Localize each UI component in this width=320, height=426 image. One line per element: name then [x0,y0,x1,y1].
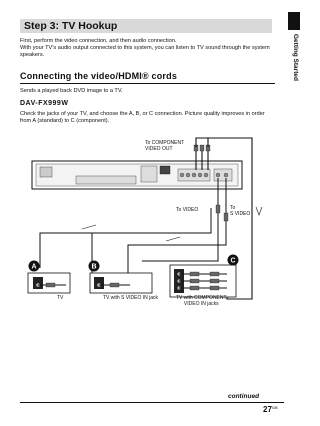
tv-b-jack-block [94,277,104,289]
svg-text:A: A [31,263,37,271]
section-description: Sends a played back DVD image to a TV. [20,88,123,94]
video-cable-to-a [40,178,218,273]
continued-label: continued [228,393,260,400]
page-number [263,405,278,414]
footer-rule [20,402,284,403]
section-title: Connecting the video/HDMI® cords [20,71,178,81]
intro-line-2: With your TV’s audio output connected to this system, you can listen to TV sound through the system speakers. [20,45,270,59]
tv-b-caption: TV with S VIDEO IN jack [103,295,159,301]
unit-antenna-block [141,166,157,182]
unit-hdmi-block [160,166,170,174]
tv-a-jack-block [33,277,43,289]
label-to-svideo: To S VIDEO [230,205,251,217]
svg-text:B: B [91,263,97,271]
section-divider [20,83,275,84]
tv-a-caption: TV [57,295,64,301]
intro-text [20,38,275,60]
option-marker-c [228,255,239,266]
page-number-value: 27 [263,405,272,414]
label-to-video: To VIDEO [176,207,199,213]
page-number-suffix: GB [271,405,278,410]
section-tab-marker [288,12,300,30]
model-name: DAV-FX999W [20,100,69,107]
option-marker-b [89,261,100,272]
label-component-video-out: To COMPONENT VIDEO OUT [145,140,185,152]
option-marker-a [29,261,40,272]
connection-diagram [20,133,280,308]
section-side-label: Getting Started [292,34,299,81]
connection-instructions: Check the jacks of your TV, and choose the A, B, or C connection. Picture quality improves in order from A (standard) to C (component). [20,111,265,125]
tv-c-caption: TV with COMPONENT VIDEO IN jacks [176,295,227,307]
unit-speaker-block [76,176,136,184]
step-title: Step 3: TV Hookup [20,19,272,33]
svg-text:C: C [230,257,236,265]
intro-line-1: First, perform the video connection, and then audio connection. [20,38,177,44]
unit-power-block [40,167,52,177]
